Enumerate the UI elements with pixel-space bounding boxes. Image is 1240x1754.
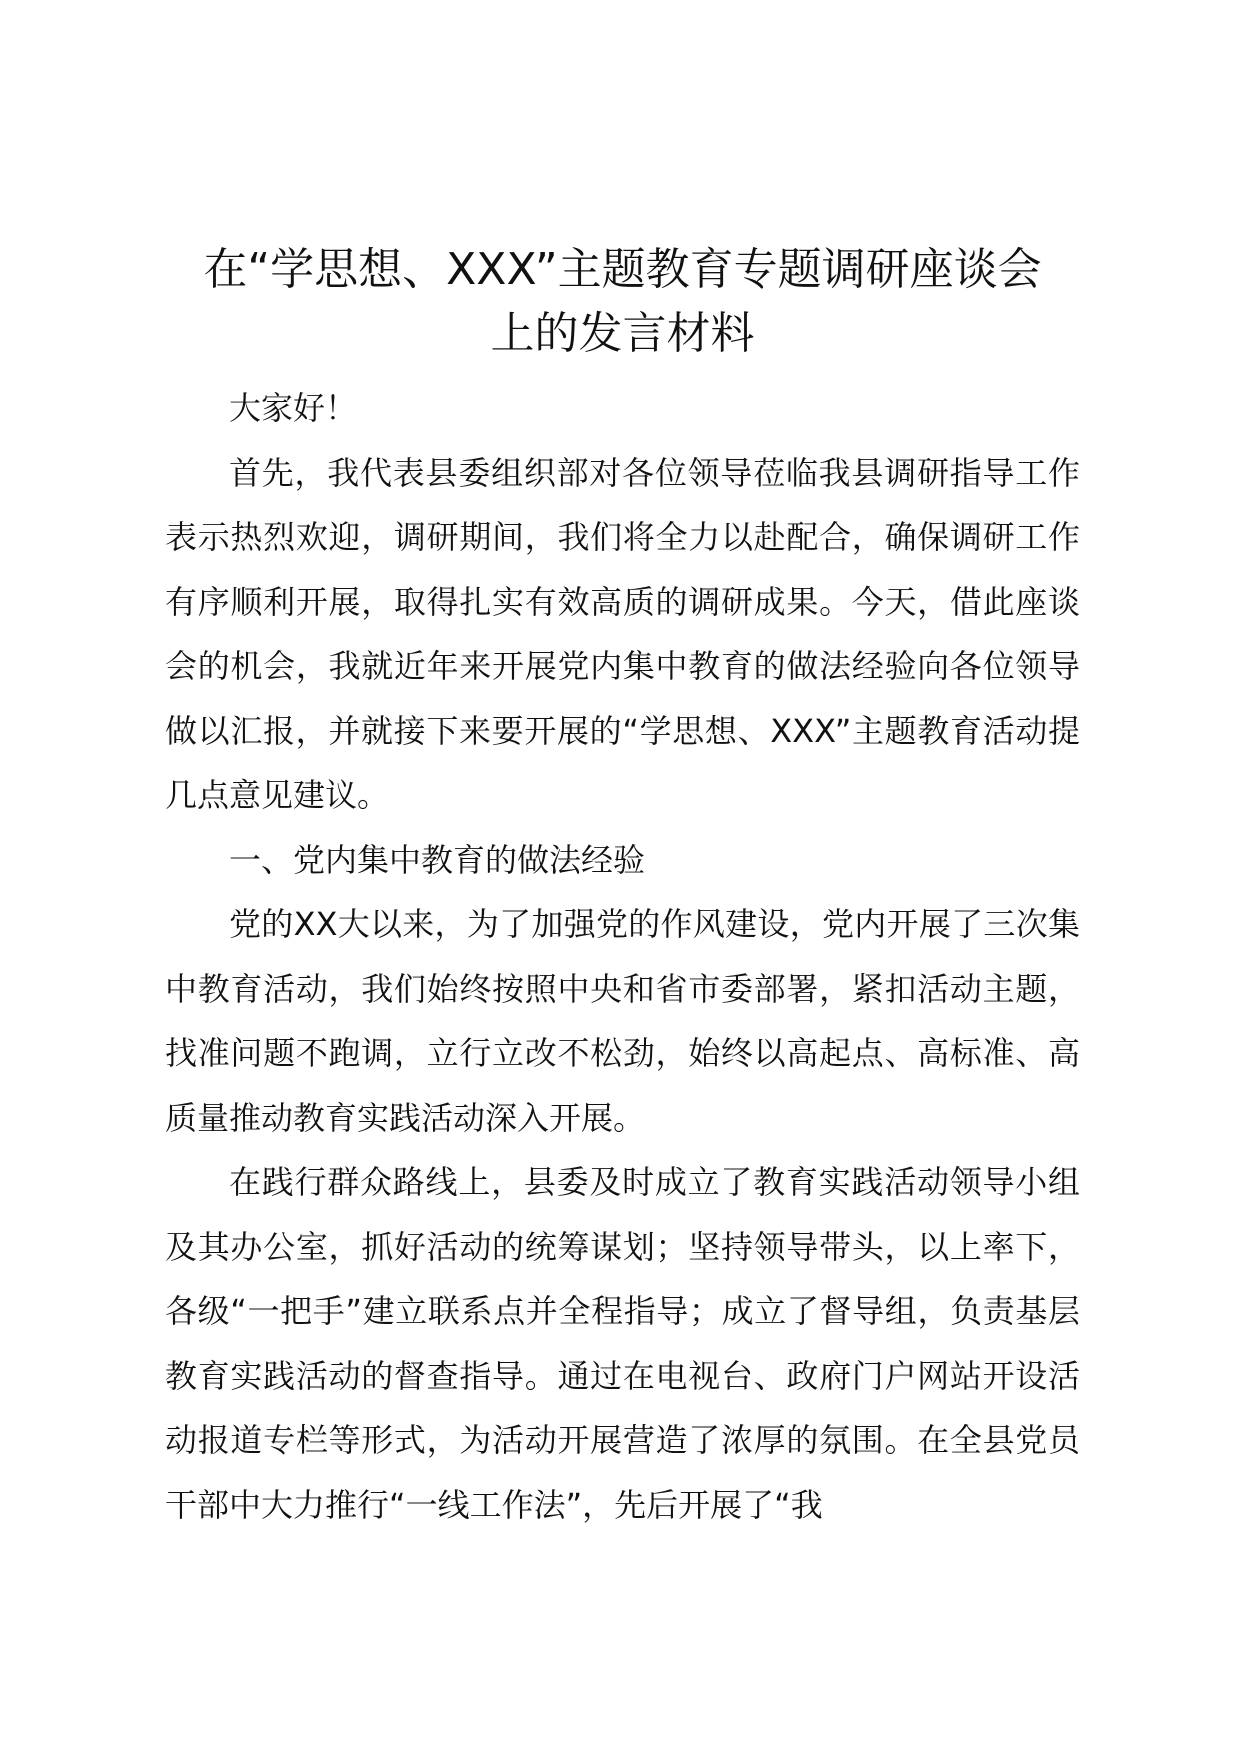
section-paragraph-1: 党的XX大以来，为了加强党的作风建设，党内开展了三次集中教育活动，我们始终按照中央和省市委部署，紧扣活动主题，找准问题不跑调，立行立改不松劲，始终以高起点、高标准、高质量推动教育实践活动深入开展。 — [165, 905, 1080, 1137]
greeting: 大家好！ — [229, 389, 358, 427]
intro-paragraph: 首先，我代表县委组织部对各位领导莅临我县调研指导工作表示热烈欢迎，调研期间，我们将全力以赴配合，确保调研工作有序顺利开展，取得扎实有效高质的调研成果。今天，借此座谈会的机会，我就近年来开展党内集中教育的做法经验向各位领导做以汇报，并就接下来要开展的“学思想、XXX”主题教育活动提几点意见建议。 — [165, 453, 1080, 814]
title-line-2: 上的发言材料 — [490, 308, 755, 359]
section-paragraph-2: 在践行群众路线上，县委及时成立了教育实践活动领导小组及其办公室，抓好活动的统筹谋划；坚持领导带头，以上率下，各级“一把手”建立联系点并全程指导；成立了督导组，负责基层教育实践活动的督查指导。通过在电视台、政府门户网站开设活动报道专栏等形式，为活动开展营造了浓厚的氛围。在全县党员干部中大力推行“一线工作法”，先后开展了“我 — [165, 1163, 1080, 1524]
title-line-1: 在“学思想、XXX”主题教育专题调研座谈会 — [203, 244, 1042, 295]
section-heading: 一、党内集中教育的做法经验 — [229, 840, 646, 879]
document-body — [165, 376, 1080, 1537]
document-title — [165, 238, 1080, 366]
document-page — [165, 238, 1080, 1537]
